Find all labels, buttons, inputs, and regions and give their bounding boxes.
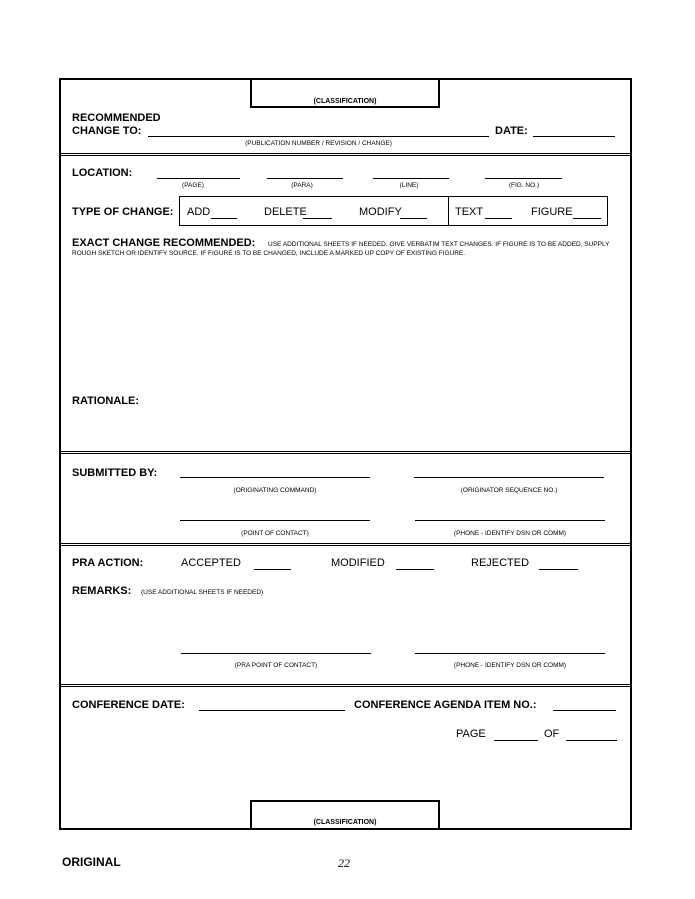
originating-command-field[interactable] (180, 477, 370, 478)
page-label: PAGE (456, 728, 486, 740)
originator-sequence-field[interactable] (414, 477, 604, 478)
classification-box-top (250, 78, 440, 108)
publication-field[interactable] (148, 136, 489, 137)
text-field[interactable] (485, 218, 512, 219)
exact-change-instructions-1: USE ADDITIONAL SHEETS IF NEEDED. GIVE VERBATIM TEXT CHANGES. IF FIGURE IS TO BE ADDED, SUPPLY (268, 241, 610, 248)
recommended-label: RECOMMENDED (72, 112, 161, 124)
of-label: OF (544, 728, 560, 740)
para-caption: (PARA) (291, 182, 313, 189)
page-field[interactable] (157, 178, 240, 179)
remarks-area[interactable] (72, 600, 622, 645)
delete-field[interactable] (303, 218, 332, 219)
conference-date-field[interactable] (199, 710, 345, 711)
figure-option: FIGURE (531, 206, 573, 218)
para-field[interactable] (267, 178, 343, 179)
pra-point-of-contact-caption: (PRA POINT OF CONTACT) (234, 662, 318, 669)
pra-action-label: PRA ACTION: (72, 557, 144, 569)
location-label: LOCATION: (72, 167, 133, 179)
modify-option: MODIFY (359, 206, 402, 218)
change-to-label: CHANGE TO: (72, 125, 142, 137)
line-caption: (LINE) (399, 182, 419, 189)
modified-field[interactable] (396, 569, 434, 570)
exact-change-label: EXACT CHANGE RECOMMENDED: (72, 237, 256, 249)
rationale-area[interactable] (72, 410, 622, 448)
classification-label-top: (CLASSIFICATION) (313, 98, 377, 105)
conference-agenda-field[interactable] (553, 710, 616, 711)
originator-sequence-caption: (ORIGINATOR SEQUENCE NO.) (460, 487, 558, 494)
exact-change-area[interactable] (72, 262, 622, 387)
type-of-change-box (179, 196, 449, 226)
type-of-change-label: TYPE OF CHANGE: (72, 206, 174, 218)
classification-box-bottom (250, 800, 440, 830)
add-field[interactable] (211, 218, 237, 219)
original-label: ORIGINAL (62, 855, 121, 869)
page-caption: (PAGE) (182, 182, 204, 189)
section-divider (59, 153, 632, 156)
modified-option: MODIFIED (331, 557, 385, 569)
page-number: 22 (338, 856, 350, 870)
rejected-field[interactable] (539, 569, 578, 570)
remarks-label: REMARKS: (72, 585, 132, 597)
phone-field[interactable] (415, 520, 605, 521)
rejected-option: REJECTED (471, 557, 530, 569)
rationale-label: RATIONALE: (72, 395, 140, 407)
delete-option: DELETE (264, 206, 307, 218)
modify-field[interactable] (400, 218, 427, 219)
date-field[interactable] (533, 136, 615, 137)
accepted-option: ACCEPTED (181, 557, 241, 569)
phone-caption: (PHONE - IDENTIFY DSN OR COMM) (453, 530, 567, 537)
section-divider (59, 451, 632, 454)
submitted-by-label: SUBMITTED BY: (72, 467, 158, 479)
figure-field[interactable] (573, 218, 601, 219)
section-divider (59, 684, 632, 687)
text-option: TEXT (455, 206, 484, 218)
pra-point-of-contact-field[interactable] (181, 653, 371, 654)
point-of-contact-field[interactable] (180, 520, 370, 521)
add-option: ADD (187, 206, 211, 218)
page-number-field[interactable] (494, 740, 538, 741)
remarks-note: (USE ADDITIONAL SHEETS IF NEEDED) (141, 589, 264, 596)
form-frame (59, 78, 632, 830)
conference-agenda-label: CONFERENCE AGENDA ITEM NO.: (354, 699, 537, 711)
point-of-contact-caption: (POINT OF CONTACT) (241, 530, 309, 537)
publication-caption: (PUBLICATION NUMBER / REVISION / CHANGE) (245, 140, 392, 147)
fig-no-field[interactable] (485, 178, 562, 179)
section-divider (59, 543, 632, 546)
accepted-field[interactable] (254, 569, 291, 570)
conference-date-label: CONFERENCE DATE: (72, 699, 185, 711)
exact-change-instructions-2: ROUGH SKETCH OR IDENTIFY SOURCE. IF FIGURE IS TO BE CHANGED, INCLUDE A MARKED UP COPY OF EXISTING FIGURE. (72, 250, 466, 257)
originating-command-caption: (ORIGINATING COMMAND) (233, 487, 317, 494)
date-label: DATE: (495, 125, 528, 137)
line-field[interactable] (373, 178, 449, 179)
pra-phone-field[interactable] (415, 653, 605, 654)
fig-no-caption: (FIG. NO.) (508, 182, 540, 189)
classification-label-bottom: (CLASSIFICATION) (313, 819, 377, 826)
pra-phone-caption: (PHONE - IDENTIFY DSN OR COMM) (453, 662, 567, 669)
page-total-field[interactable] (566, 740, 617, 741)
